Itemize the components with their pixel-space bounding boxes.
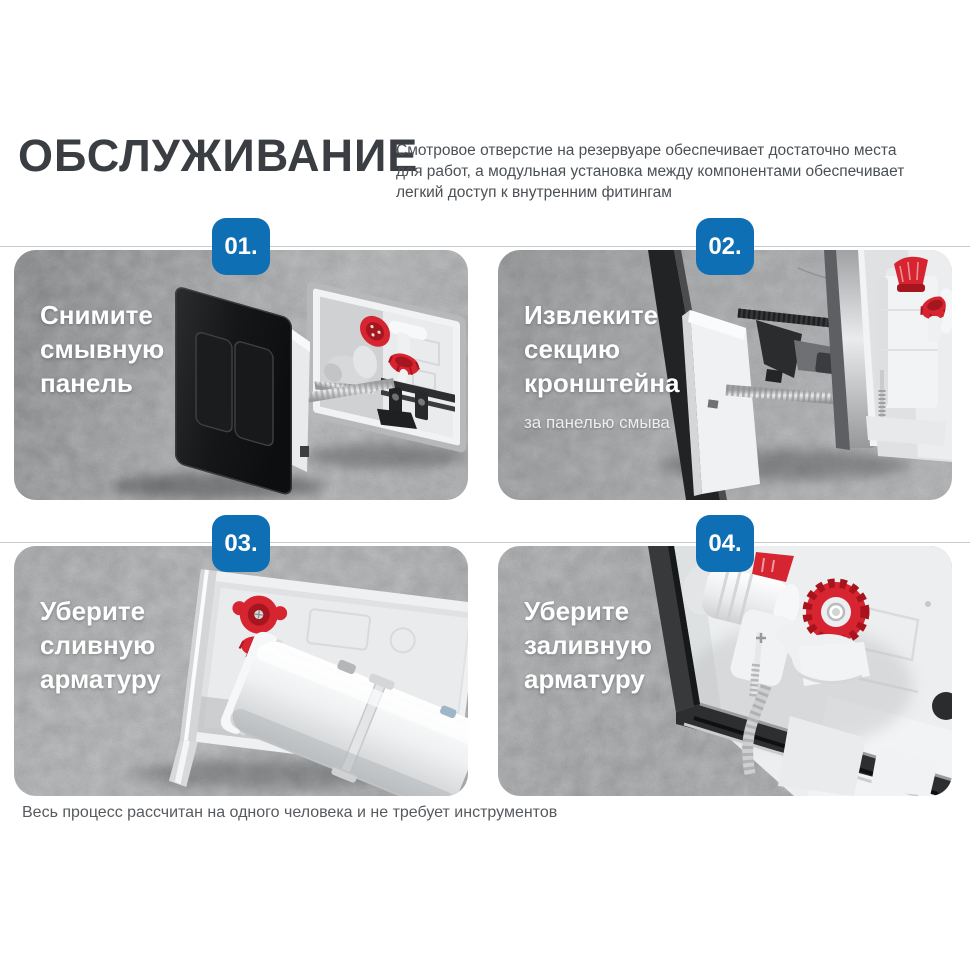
white-mounting-frame — [290, 328, 310, 472]
caption-line: арматуру — [524, 664, 645, 694]
white-elbow-pipe — [946, 294, 951, 328]
black-flush-plate — [175, 285, 292, 497]
step-caption-1 — [40, 298, 164, 400]
caption-line: Уберите — [40, 596, 146, 626]
red-fill-valve-lever — [894, 257, 928, 292]
intro-text: Смотровое отверстие на резервуаре обеспечивает достаточно места для работ, а модульная установка между компонентами обеспечивает легкий доступ к внутренним фитингам — [396, 142, 905, 201]
caption-line: Уберите — [524, 596, 630, 626]
step-panel-2 — [498, 250, 952, 500]
caption-line: Извлеките — [524, 300, 659, 330]
caption-line: смывную — [40, 334, 165, 364]
step-caption-4 — [524, 594, 652, 696]
caption-line: Снимите — [40, 300, 153, 330]
caption-subtitle: за панелью смыва — [524, 413, 670, 432]
caption-line: кронштейна — [524, 368, 680, 398]
caption-line: панель — [40, 368, 133, 398]
caption-line: секцию — [524, 334, 621, 364]
step-panel-1 — [14, 250, 468, 500]
step-panel-3 — [14, 546, 468, 796]
footnote-text: Весь процесс рассчитан на одного человека и не требует инструментов — [22, 804, 558, 821]
step-badge-04: 04. — [696, 515, 754, 572]
step-badge-02: 02. — [696, 218, 754, 275]
divider-row-1 — [0, 246, 970, 247]
caption-line: сливную — [40, 630, 156, 660]
step-caption-3 — [40, 594, 161, 696]
step-badge-01: 01. — [212, 218, 270, 275]
red-fill-valve-knob — [806, 582, 866, 642]
step-caption-2 — [524, 298, 680, 433]
caption-line: заливную — [524, 630, 652, 660]
step-panel-4 — [498, 546, 952, 796]
page-title: ОБСЛУЖИВАНИЕ — [18, 130, 419, 181]
caption-line: арматуру — [40, 664, 161, 694]
divider-row-2 — [0, 542, 970, 543]
wall-opening — [824, 250, 952, 462]
step-badge-03: 03. — [212, 515, 270, 572]
